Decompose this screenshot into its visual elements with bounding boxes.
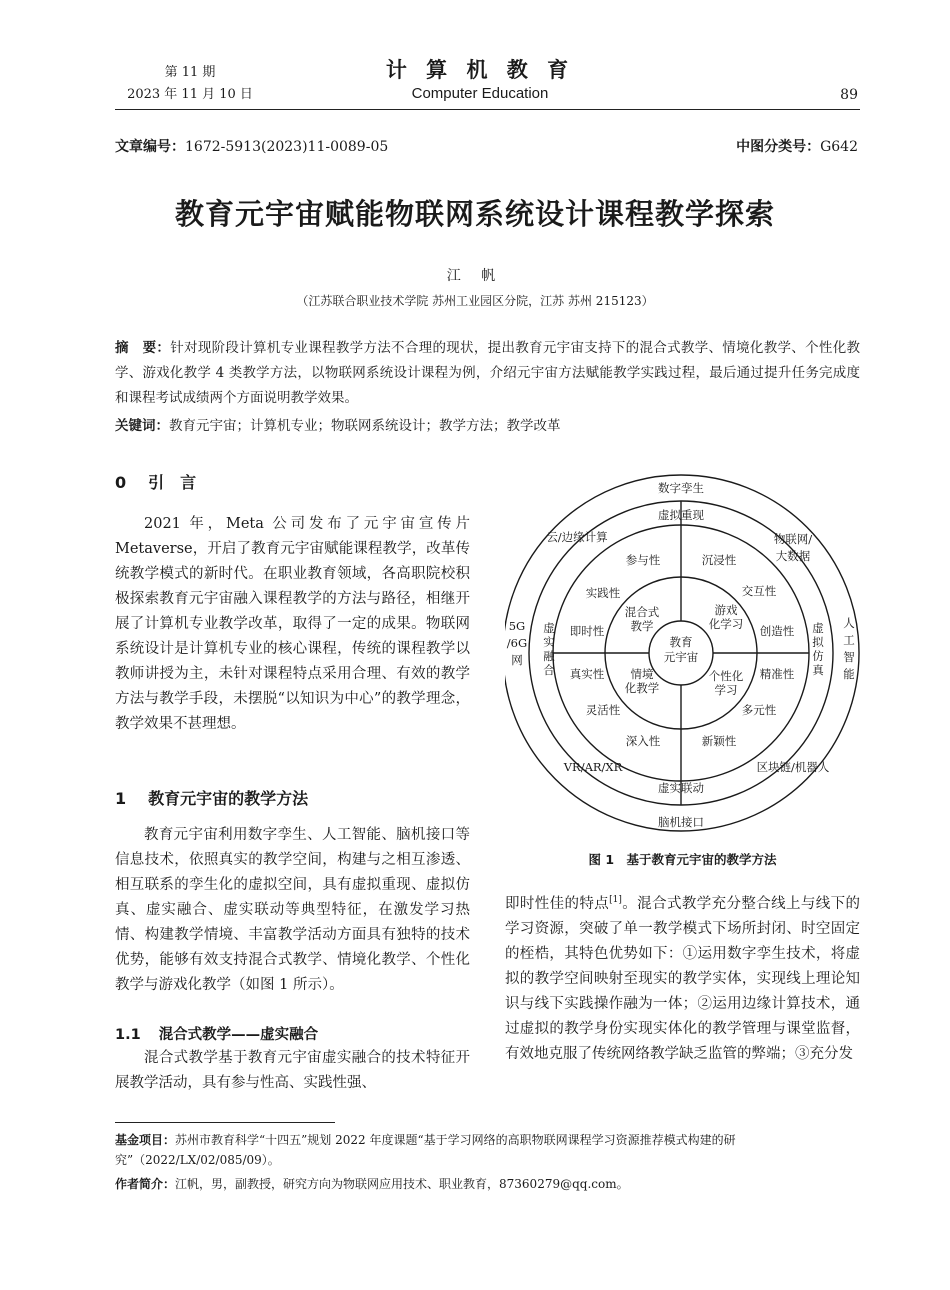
journal-title-en: Computer Education <box>411 85 549 102</box>
label-virtual-reproduction: 虚拟重现 <box>658 508 704 522</box>
characteristic-label: 新颖性 <box>701 734 737 748</box>
abstract <box>115 336 860 411</box>
label-virtual-simulation: 虚拟仿真 <box>812 621 824 677</box>
author-note <box>115 1174 860 1194</box>
subsection-1-1-heading <box>115 1023 318 1044</box>
characteristic-label: 精准性 <box>759 667 795 681</box>
characteristic-label: 即时性 <box>569 624 605 638</box>
intro-text: 2021 年，Meta 公司发布了元宇宙宣传片 Metaverse，开启了教育元宇宙赋能课程教学，改革传统教学模式的新时代。在职业教育领域，各高职院校积极探索教育元宇宙融入课程教学的方法与路径，相继开展了计算机专业教学改革，取得了一定的成果。物联网系统设计是计算机专业的核心课程，传统的课程教学以教师讲授为主，未针对课程特点采用合理、有效的教学方法与教学手段，未摆脱“以知识为中心”的教学理念，教学效果不甚理想。 <box>115 516 470 732</box>
label-cloud-edge: 云/边缘计算 <box>546 530 608 544</box>
issue-number: 第 11 期 <box>164 65 216 80</box>
keywords-label: 关键词： <box>115 418 169 434</box>
method-gamified-learning: 游戏化学习 <box>708 603 744 631</box>
characteristic-label: 深入性 <box>625 734 661 748</box>
author-name: 江 帆 <box>446 268 504 284</box>
fund-text: 苏州市教育科学“十四五”规划 2022 年度课题“基于学习网络的高职物联网课程学习资源推荐模式构建的研究”（2022/LX/02/085/09）。 <box>115 1133 736 1167</box>
section-1-paragraph <box>115 823 470 998</box>
label-5g-6g: 5G /6G 网 <box>506 619 528 667</box>
characteristic-label: 多元性 <box>741 703 777 717</box>
clc-value: G642 <box>820 139 858 155</box>
section-0-number: 0 <box>115 473 127 492</box>
section-1-number: 1 <box>115 789 127 808</box>
method-blended-teaching: 混合式教学 <box>624 605 660 633</box>
journal-title-cn: 计 算 机 教 育 <box>385 58 575 82</box>
clc-label: 中图分类号： <box>736 139 821 155</box>
article-number-label: 文章编号： <box>115 139 185 155</box>
center-edu-metaverse: 教育元宇宙 <box>663 635 699 664</box>
label-digital-twin: 数字孪生 <box>658 481 704 495</box>
label-bci: 脑机接口 <box>658 815 704 829</box>
author-affiliation: （江苏联合职业技术学院 苏州工业园区分院，江苏 苏州 215123） <box>296 294 654 308</box>
label-vr-ar-xr: VR/AR/XR <box>563 760 623 774</box>
footnotes <box>115 1130 860 1194</box>
right-column-text <box>505 888 860 1067</box>
right-text-start: 即时性佳的特点 <box>505 895 610 912</box>
clc-number <box>736 136 858 156</box>
abstract-text: 针对现阶段计算机专业课程教学方法不合理的现状，提出教育元宇宙支持下的混合式教学、情境化教学、个性化教学、游戏化教学 4 类教学方法，以物联网系统设计课程为例，介绍元宇宙方法赋能教学实践过程，最后通过提升任务完成度和课程考试成绩两个方面说明教学效果。 <box>115 340 861 406</box>
subsection-1-1-title: 混合式教学——虚实融合 <box>158 1027 319 1043</box>
label-iot-bigdata: 物联网/大数据 <box>773 532 813 563</box>
characteristic-label: 沉浸性 <box>701 553 737 567</box>
intro-paragraph <box>115 512 470 737</box>
subsection-1-1-paragraph <box>115 1046 470 1096</box>
subsection-1-1-text: 混合式教学基于教育元宇宙虚实融合的技术特征开展教学活动，具有参与性高、实践性强、 <box>115 1050 470 1091</box>
page-number: 89 <box>840 87 858 103</box>
label-virtual-real-fusion: 虚实融合 <box>543 621 555 677</box>
characteristic-label: 交互性 <box>741 584 777 598</box>
section-1-text: 教育元宇宙利用数字孪生、人工智能、脑机接口等信息技术，依照真实的教学空间，构建与之相互渗透、相互联系的孪生化的虚拟空间，具有虚拟重现、虚拟仿真、虚实融合、虚实联动等典型特征，在激发学习热情、构建教学情境、丰富教学活动方面具有独特的技术优势，能够有效支持混合式教学、情境化教学、个性化教学与游戏化教学（如图 1 所示）。 <box>115 827 470 993</box>
section-1-heading <box>115 786 308 809</box>
characteristic-label: 真实性 <box>569 667 605 681</box>
abstract-label: 摘 要： <box>115 340 171 356</box>
keywords-text: 教育元宇宙；计算机专业；物联网系统设计；教学方法；教学改革 <box>169 418 561 434</box>
right-column-paragraph <box>505 888 860 1067</box>
characteristic-label: 实践性 <box>585 586 621 600</box>
method-situational-teaching: 情境化教学 <box>624 667 660 695</box>
header-issue-block <box>120 62 260 106</box>
right-text-continued: 。混合式教学充分整合线上与线下的学习资源，突破了单一教学模式下场所封闭、时空固定的桎梏，其特色优势如下：①运用数字孪生技术，将虚拟的教学空间映射至现实的教学实体，实现线上理论知识与线下实践操作融为一体；②运用边缘计算技术，通过虚拟的教学身份实现实体化的教学管理与课堂监督，有效地克服了传统网络教学缺乏监管的弊端；③充分发 <box>505 895 861 1062</box>
characteristic-label: 灵活性 <box>585 703 621 717</box>
characteristic-label: 创造性 <box>759 624 795 638</box>
journal-name-block <box>370 56 590 104</box>
label-blockchain-robot: 区块链/机器人 <box>756 760 830 774</box>
footnote-divider <box>115 1122 335 1123</box>
section-0-title: 引 言 <box>148 473 197 492</box>
figure-1-caption: 图 1 基于教育元宇宙的教学方法 <box>588 852 777 867</box>
author-bio-label: 作者简介： <box>115 1177 176 1191</box>
article-number-value: 1672-5913(2023)11-0089-05 <box>185 139 389 155</box>
label-virtual-real-linkage: 虚实联动 <box>658 781 704 795</box>
header-divider <box>115 109 860 110</box>
article-number <box>115 136 388 156</box>
fund-note <box>115 1130 860 1170</box>
label-ai: 人工智能 <box>843 616 855 681</box>
paper-title: 教育元宇宙赋能物联网系统设计课程教学探索 <box>174 197 775 231</box>
characteristic-label: 参与性 <box>625 553 661 567</box>
citation-ref-1: [1] <box>609 895 622 905</box>
method-personalized-learning: 个性化学习 <box>708 669 744 697</box>
subsection-1-1-number: 1.1 <box>115 1027 141 1043</box>
figure-1-diagram <box>505 470 860 840</box>
issue-date: 2023 年 11 月 10 日 <box>127 87 253 102</box>
author-bio-text: 江帆，男，副教授，研究方向为物联网应用技术、职业教育，87360279@qq.com。 <box>175 1177 629 1191</box>
fund-label: 基金项目： <box>115 1133 176 1147</box>
section-1-title: 教育元宇宙的教学方法 <box>148 789 309 808</box>
keywords <box>115 414 860 439</box>
section-0-heading <box>115 470 196 493</box>
